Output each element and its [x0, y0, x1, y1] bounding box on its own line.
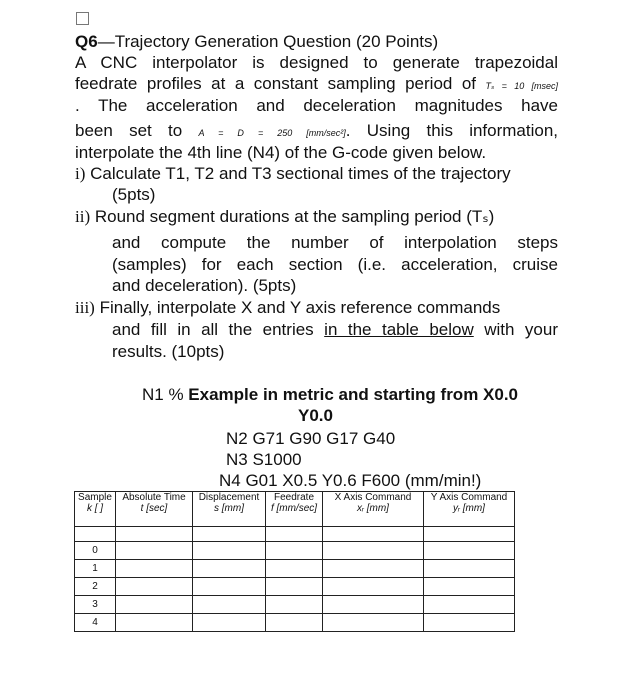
table-reference-link: in the table below	[324, 320, 474, 339]
sample-index: 3	[75, 596, 116, 614]
question-line-1: A CNC interpolator is designed to generate trapezoidal	[75, 53, 558, 72]
x-command-cell[interactable]	[323, 578, 424, 596]
header-x-command: X Axis Command xᵣ [mm]	[323, 492, 424, 527]
feedrate-cell[interactable]	[266, 596, 323, 614]
part-i-points: (5pts)	[112, 185, 156, 204]
part-ii-line-4: and deceleration). (5pts)	[112, 276, 297, 295]
x-command-cell[interactable]	[323, 542, 424, 560]
sample-index: 2	[75, 578, 116, 596]
acceleration-formula: A = D = 250 [mm/sec²]	[198, 128, 346, 138]
question-line-5: interpolate the 4th line (N4) of the G-code given below.	[75, 143, 487, 162]
header-y-command: Y Axis Command yᵣ [mm]	[424, 492, 515, 527]
y-command-cell[interactable]	[424, 596, 515, 614]
table-row	[75, 578, 515, 596]
sampling-period-formula: Tₛ = 10 [msec]	[485, 81, 558, 91]
table-row	[75, 614, 515, 632]
question-line-3: . The acceleration and deceleration magnitudes have	[75, 96, 558, 115]
y-command-cell[interactable]	[424, 578, 515, 596]
sample-index: 1	[75, 560, 116, 578]
y-command-cell[interactable]	[424, 542, 515, 560]
table-row	[75, 596, 515, 614]
header-displacement: Displacement s [mm]	[193, 492, 266, 527]
feedrate-cell[interactable]	[266, 542, 323, 560]
gcode-n2: N2 G71 G90 G17 G40	[226, 429, 396, 448]
part-iii-line-3: results. (10pts)	[112, 342, 225, 361]
feedrate-cell[interactable]	[266, 578, 323, 596]
table-row	[75, 542, 515, 560]
gcode-n1: N1 % Example in metric and starting from X0.0	[142, 385, 519, 404]
part-iii: iii) Finally, interpolate X and Y axis reference commands	[75, 298, 501, 317]
x-command-cell[interactable]	[323, 560, 424, 578]
time-cell[interactable]	[116, 578, 193, 596]
time-cell[interactable]	[116, 614, 193, 632]
time-cell[interactable]	[116, 542, 193, 560]
part-iii-line-2: and fill in all the entries in the table below with your	[112, 320, 558, 339]
question-line-4: been set to A = D = 250 [mm/sec²]. Using this information,	[75, 121, 559, 140]
part-ii-line-3: (samples) for each section (i.e. acceleration, cruise	[112, 255, 558, 274]
header-time: Absolute Time t [sec]	[116, 492, 193, 527]
x-command-cell[interactable]	[323, 596, 424, 614]
checkbox-icon[interactable]	[76, 12, 89, 25]
displacement-cell[interactable]	[193, 578, 266, 596]
table-row	[75, 560, 515, 578]
gcode-n4: N4 G01 X0.5 Y0.6 F600 (mm/min!)	[219, 471, 482, 490]
header-sample: Sample k [ ]	[75, 492, 116, 527]
displacement-cell[interactable]	[193, 596, 266, 614]
gcode-n1-cont: Y0.0	[298, 406, 333, 425]
gcode-n3: N3 S1000	[226, 450, 302, 469]
part-i: i) Calculate T1, T2 and T3 sectional times of the trajectory	[75, 164, 511, 183]
question-title: Q6—Trajectory Generation Question (20 Points)	[75, 32, 439, 51]
time-cell[interactable]	[116, 560, 193, 578]
displacement-cell[interactable]	[193, 614, 266, 632]
displacement-cell[interactable]	[193, 560, 266, 578]
table-header-row	[75, 492, 515, 527]
time-cell[interactable]	[116, 596, 193, 614]
interpolation-table	[74, 491, 515, 632]
header-feedrate: Feedrate f [mm/sec]	[266, 492, 323, 527]
feedrate-cell[interactable]	[266, 560, 323, 578]
question-line-2: feedrate profiles at a constant sampling period of Tₛ = 10 [msec]	[75, 74, 558, 93]
part-ii: ii) Round segment durations at the sampling period (Tₛ)	[75, 207, 495, 226]
sample-index: 4	[75, 614, 116, 632]
table-spacer-row	[75, 527, 515, 542]
y-command-cell[interactable]	[424, 560, 515, 578]
sample-index: 0	[75, 542, 116, 560]
y-command-cell[interactable]	[424, 614, 515, 632]
part-ii-line-2: and compute the number of interpolation steps	[112, 233, 558, 252]
displacement-cell[interactable]	[193, 542, 266, 560]
feedrate-cell[interactable]	[266, 614, 323, 632]
x-command-cell[interactable]	[323, 614, 424, 632]
